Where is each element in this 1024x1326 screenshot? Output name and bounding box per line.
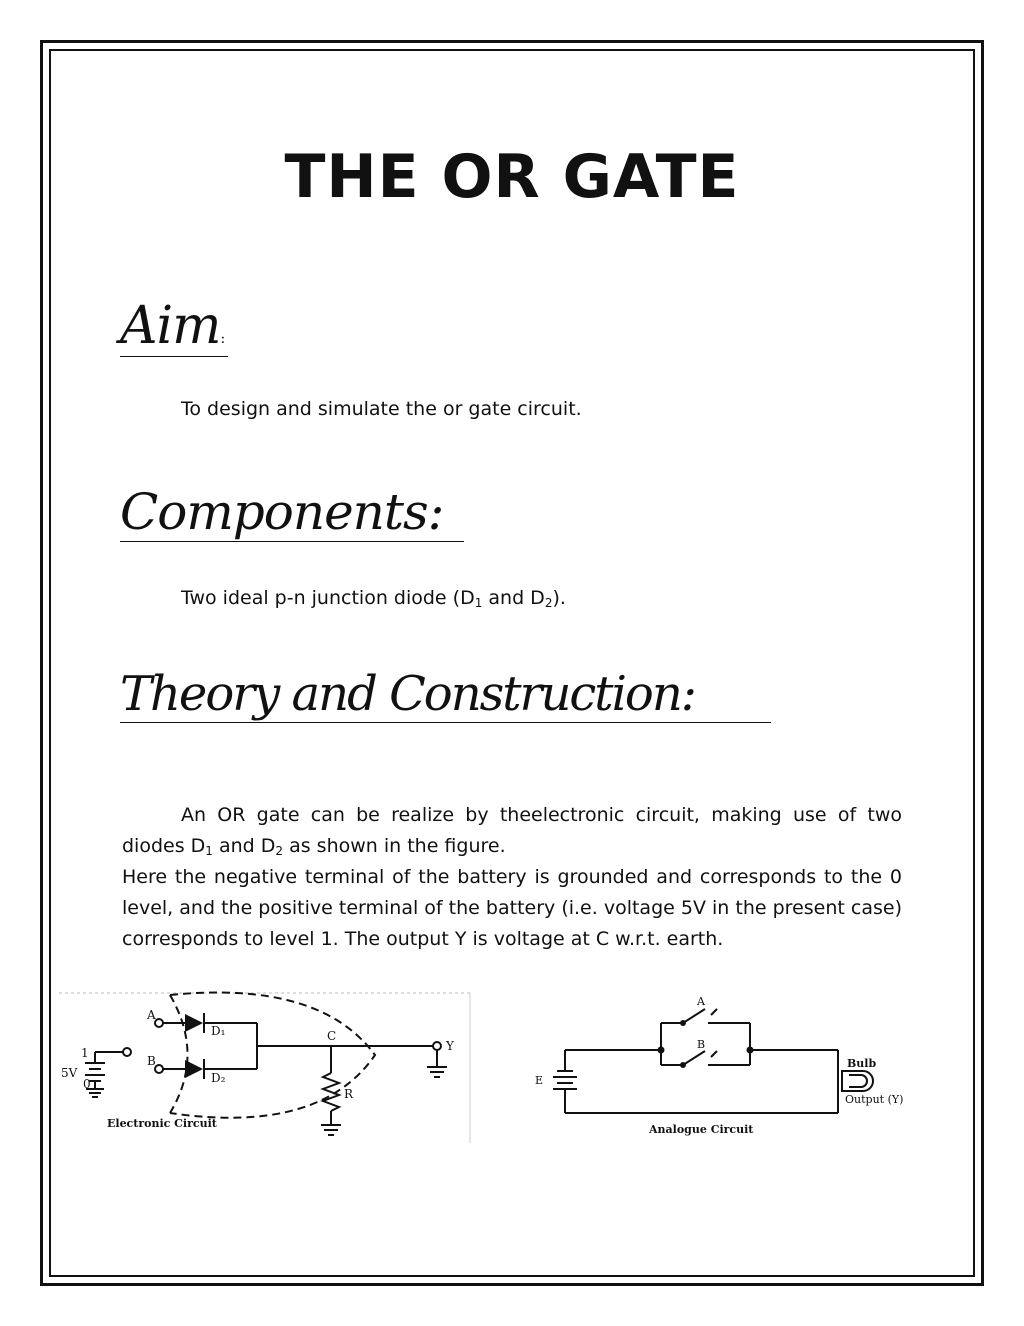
- analogue-circuit-caption: Analogue Circuit: [649, 1123, 754, 1136]
- theory-paragraph-2: Here the negative terminal of the battery is grounded and corresponds to the 0 level, and the positive terminal of the battery (i.e. voltage 5V in the present case) corresponds to level 1. The output Y is voltage at C w.r.t. earth.: [122, 866, 902, 950]
- label-d1: D₁: [211, 1024, 226, 1038]
- aim-heading-text: Aim: [120, 296, 221, 356]
- aim-text: To design and simulate the or gate circuit.: [181, 398, 582, 420]
- label-level-1: 1: [81, 1046, 89, 1060]
- label-r: R: [344, 1087, 354, 1101]
- theory-subscript: 1: [205, 844, 213, 858]
- analogue-label-a: A: [697, 995, 705, 1008]
- components-subscript: 1: [474, 596, 483, 610]
- theory-underline: [120, 722, 771, 723]
- label-y: Y: [446, 1039, 454, 1053]
- theory-subscript: 2: [275, 844, 284, 858]
- aim-heading: [120, 296, 228, 357]
- components-heading-text: Components:: [120, 483, 444, 541]
- theory-text-part: An OR gate can be realize by theelectronic circuit, making use of two diodes D: [122, 804, 902, 857]
- aim-heading-colon: :: [220, 331, 225, 347]
- components-text-part: ).: [552, 587, 566, 609]
- circuit-figures: [55, 985, 935, 1150]
- components-heading: [120, 483, 464, 542]
- electronic-circuit-caption: Electronic Circuit: [107, 1117, 217, 1130]
- label-b: B: [147, 1054, 156, 1068]
- components-text: [181, 583, 566, 619]
- label-level-0: 0: [83, 1077, 91, 1091]
- theory-text-part: and D: [212, 835, 276, 857]
- analogue-label-e: E: [535, 1074, 544, 1087]
- analogue-circuit-dots: [658, 1020, 754, 1068]
- analogue-label-output: Output (Y): [845, 1093, 904, 1106]
- theory-heading-text: Theory and Construction:: [120, 666, 695, 722]
- analogue-label-bulb: Bulb: [847, 1057, 877, 1070]
- components-underline: [120, 541, 464, 542]
- theory-heading: [120, 666, 771, 723]
- label-c: C: [327, 1029, 337, 1043]
- aim-underline: [120, 356, 228, 357]
- analogue-circuit-figure: [553, 1009, 873, 1113]
- label-d2: D₂: [211, 1071, 226, 1085]
- components-text-part: and D: [482, 587, 545, 609]
- page-title: THE OR GATE: [284, 142, 740, 212]
- label-a: A: [147, 1008, 156, 1022]
- components-subscript: 2: [544, 596, 553, 610]
- theory-text-part: as shown in the figure.: [283, 835, 506, 857]
- theory-paragraph-1: [122, 800, 902, 867]
- analogue-label-b: B: [697, 1038, 706, 1051]
- components-text-part: Two ideal p-n junction diode (D: [181, 587, 475, 609]
- label-5v: 5V: [61, 1066, 78, 1080]
